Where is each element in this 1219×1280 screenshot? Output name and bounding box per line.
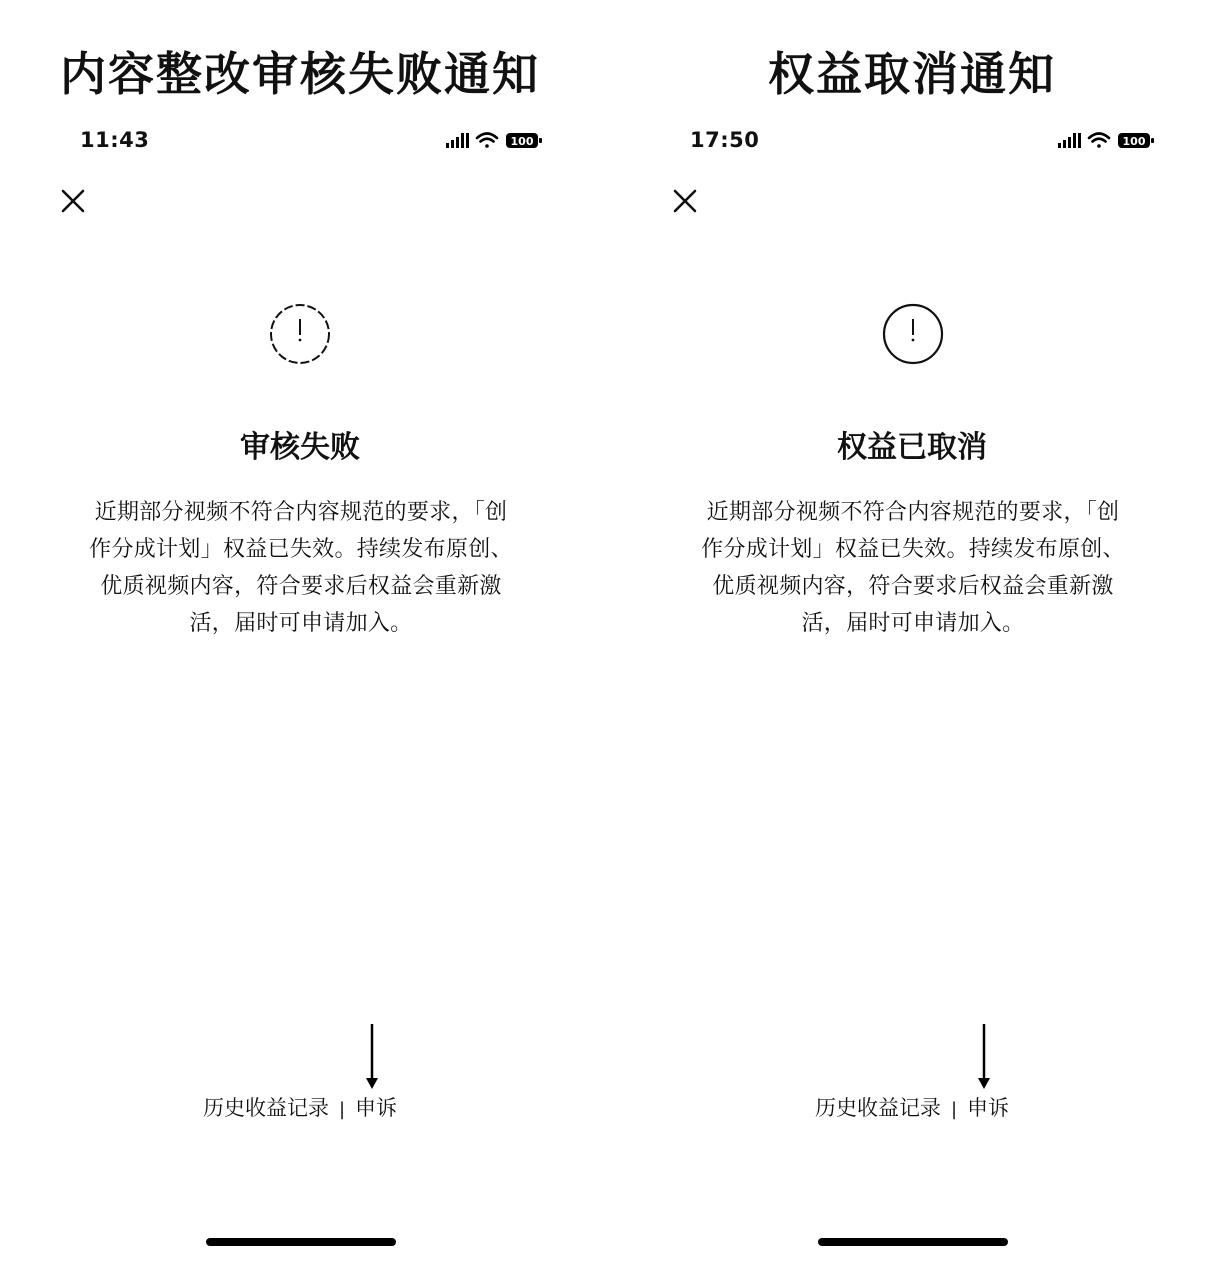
wifi-icon [1089, 134, 1109, 148]
battery-icon [506, 133, 542, 148]
close-icon[interactable] [58, 186, 88, 216]
right-screenshot-panel [612, 0, 1219, 1280]
history-earnings-link[interactable]: 历史收益记录 [814, 1096, 941, 1120]
cellular-signal-icon [446, 133, 469, 148]
message-line: 活，届时可申请加入。 [189, 611, 413, 636]
battery-icon [1118, 133, 1154, 148]
battery-level-label: 100 [510, 135, 534, 148]
exclamation-circle-icon [881, 302, 945, 366]
message-line: 近期部分视频不符合内容规范的要求，「创 [706, 500, 1120, 525]
link-separator: | [338, 1099, 346, 1120]
arrow-down-icon [974, 1024, 994, 1090]
panel-caption: 内容整改审核失败通知 [60, 47, 540, 101]
cellular-signal-icon [1058, 133, 1081, 148]
message-line: 优质视频内容，符合要求后权益会重新激 [100, 574, 502, 599]
status-icons [1058, 129, 1158, 153]
message-line: 近期部分视频不符合内容规范的要求，「创 [94, 500, 508, 525]
panel-caption: 权益取消通知 [768, 47, 1056, 101]
history-earnings-link[interactable]: 历史收益记录 [202, 1096, 329, 1120]
footer-links [0, 1092, 600, 1126]
message-line: 作分成计划」权益已失效。持续发布原创、 [89, 537, 513, 562]
home-indicator[interactable] [818, 1238, 1008, 1246]
status-time: 11:43 [80, 128, 150, 152]
home-indicator[interactable] [206, 1238, 396, 1246]
status-icons [446, 129, 546, 153]
exclamation-circle-icon [268, 302, 332, 366]
dialog-title: 权益已取消 [837, 430, 987, 465]
link-separator: | [950, 1099, 958, 1120]
message-line: 活，届时可申请加入。 [801, 611, 1025, 636]
arrow-down-icon [362, 1024, 382, 1090]
message-line: 优质视频内容，符合要求后权益会重新激 [712, 574, 1114, 599]
dialog-message [70, 494, 532, 642]
footer-links [612, 1092, 1212, 1126]
appeal-link[interactable]: 申诉 [967, 1096, 1010, 1120]
status-time: 17:50 [690, 128, 760, 152]
dialog-message [682, 494, 1144, 642]
appeal-link[interactable]: 申诉 [355, 1096, 398, 1120]
wifi-icon [477, 134, 497, 148]
close-icon[interactable] [670, 186, 700, 216]
left-screenshot-panel [0, 0, 609, 1280]
message-line: 作分成计划」权益已失效。持续发布原创、 [701, 537, 1125, 562]
battery-level-label: 100 [1122, 135, 1146, 148]
dialog-title: 审核失败 [240, 430, 360, 465]
